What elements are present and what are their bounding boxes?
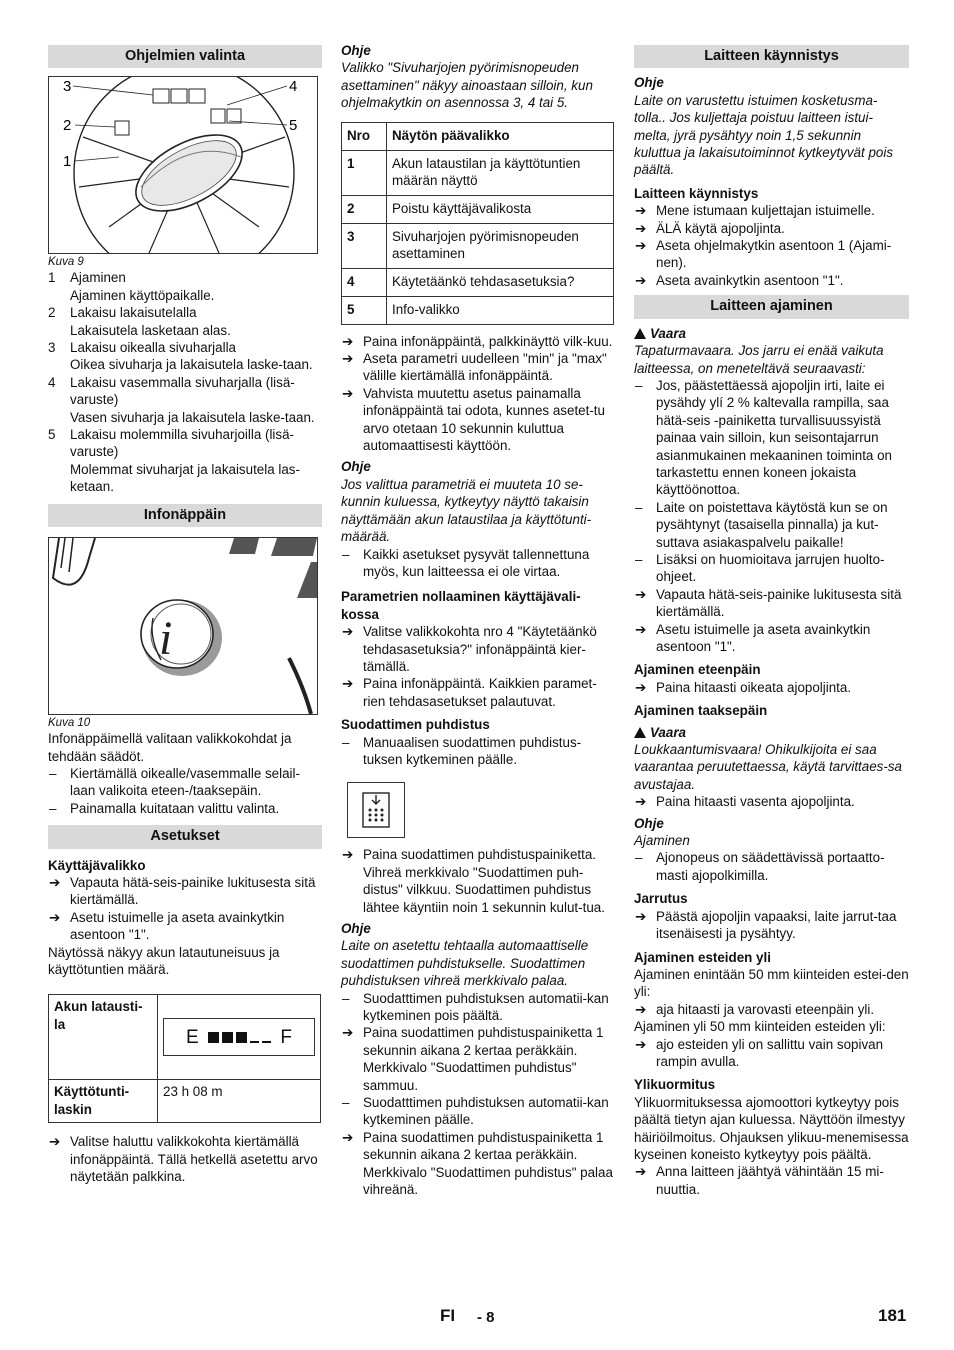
danger-title: Vaara: [634, 724, 909, 741]
hours-label: Käyttötunti-laskin: [49, 1080, 158, 1123]
program-list: [48, 269, 322, 495]
dash-icon: –: [342, 734, 350, 750]
arrow-right-icon: ➔: [635, 908, 647, 924]
dash-icon: –: [342, 990, 350, 1006]
table-row: 3 Sivuharjojen pyörimisnopeuden asettaminen: [342, 223, 614, 268]
note-title: Ohje: [634, 815, 664, 831]
arrow-right-icon: ➔: [342, 385, 354, 401]
arrow-right-icon: ➔: [635, 586, 647, 602]
note-title: Ohje: [634, 75, 664, 91]
table-header-row: [342, 122, 614, 150]
subheading-start: Laitteen käynnistys: [634, 185, 759, 201]
battery-bar: [208, 1032, 271, 1043]
heading-info-button: Infonäppäin: [48, 504, 322, 527]
step-item: ➔ Valitse valikkokohta nro 4 "Käytetäänkö tehdasasetuksia?" infonäppäintä kier-tämällä.: [342, 624, 597, 674]
note-text: Laite on asetettu tehtaalla automaattiselle suodattimen puhdistukselle. Suodattimen puhdistuksen vihreä merkkivalo palaa.: [341, 938, 589, 989]
main-menu-table: [341, 122, 614, 325]
figure-10-info-button: [48, 537, 318, 715]
note-title: Ohje: [341, 921, 371, 936]
list-item: – Manuaalisen suodattimen puhdistus-tuksen kytkeminen päälle.: [342, 734, 582, 767]
list-item: 3 Lakaisu oikealla sivuharjalla: [48, 340, 236, 356]
info-text: Infonäppäimellä valitaan valikkokohdat ja tehdään säädöt.: [48, 731, 292, 764]
footer-page-local: - 8: [477, 1309, 495, 1326]
page-number: 181: [878, 1306, 907, 1325]
figure-10-caption: Kuva 10: [48, 717, 91, 730]
list-item: – Suodatttimen puhdistuksen automatii-kan kytkeminen pois päältä.: [342, 990, 609, 1024]
step-item: ➔ Vapauta hätä-seis-painike lukitusesta sitä kiertämällä.: [49, 874, 316, 908]
list-item: – Ajonopeus on säädettävissä portaatto-masti ajopolkimilla.: [635, 850, 885, 883]
step-item: ➔ Paina hitaasti oikeata ajopoljinta.: [635, 679, 852, 695]
dial-label-1: 1: [63, 153, 72, 171]
heading-device-start: Laitteen käynnistys: [634, 45, 909, 68]
step-item: ➔ Paina hitaasti vasenta ajopoljinta.: [635, 794, 855, 810]
column-3: [634, 42, 909, 1198]
arrow-right-icon: ➔: [635, 1164, 647, 1180]
note-text: Valikko "Sivuharjojen pyörimisnopeuden asettaminen" näkyy ainoastaan silloin, kun ohjelmakytkin on asennossa 3, 4 tai 5.: [341, 60, 593, 111]
table-row: 5 Info-valikko: [342, 296, 614, 324]
arrow-right-icon: ➔: [635, 679, 647, 695]
table-header: Näytön päävalikko: [387, 122, 614, 150]
heading-settings: Asetukset: [48, 825, 322, 848]
note-text: Jos valittua parametriä ei muuteta 10 se-kunnin kuluessa, kytkeytyy näyttö takaisin näyttämään akun lataustilaa ja käyttötunti-määrää.: [341, 476, 592, 545]
arrow-right-icon: ➔: [635, 238, 647, 254]
list-item: – Kiertämällä oikealle/vasemmalle selail-laan valikoita eteen-/taaksepäin.: [49, 765, 300, 799]
arrow-right-icon: ➔: [342, 1025, 354, 1041]
hours-value: 23 h 08 m: [158, 1080, 321, 1123]
list-item-desc: Lakaisutela lasketaan alas.: [70, 322, 231, 338]
arrow-right-icon: ➔: [635, 203, 647, 219]
table-row: 4 Käytetäänkö tehdasasetuksia?: [342, 268, 614, 296]
step-item: ➔ Asetu istuimelle ja aseta avainkytkin asentoon "1".: [49, 909, 285, 943]
obstacle-text-1: Ajaminen enintään 50 mm kiinteiden estei-den yli:: [634, 966, 909, 1000]
arrow-right-icon: ➔: [635, 220, 647, 236]
dash-icon: –: [635, 377, 643, 393]
step-item: ➔ ajo esteiden yli on sallittu vain sopivan rampin avulla.: [635, 1036, 884, 1069]
subheading-reset: Parametrien nollaaminen käyttäjävali-kossa: [341, 589, 581, 622]
arrow-right-icon: ➔: [342, 847, 354, 863]
table-header: Nro: [342, 122, 387, 150]
subheading-overload: Ylikuormitus: [634, 1077, 716, 1093]
subheading-forward: Ajaminen eteenpäin: [634, 662, 761, 678]
subheading-reverse: Ajaminen taaksepäin: [634, 703, 768, 719]
list-item-desc: Molemmat sivuharjat ja lakaisutela las-ketaan.: [70, 461, 300, 495]
arrow-right-icon: ➔: [49, 874, 61, 890]
list-item: – Jos, päästettäessä ajopoljin irti, laite ei pysähdy ylí 2 % kaltevalla rampilla, saa hätä-seis -painiketta turvallisuussyistä painaa vain silloin, kun seisontajarrun asianmukainen mekaaninen toiminta on tarkastettu ennen koneen jokaista käyttöönottoa.: [635, 377, 892, 498]
step-item: ➔ aja hitaasti ja varovasti eteenpäin yli.: [635, 1001, 875, 1017]
overload-text: Ylikuormituksessa ajomoottori kytkeytyy pois päältä tietyn ajan kuluessa. Näyttöön ilmestyy häiriöilmoitus. Ohjauksen ylikuu-menemisessa kyseinen koneisto kytkeytyy pois päältä.: [634, 1094, 909, 1162]
table-row: 1 Akun lataustilan ja käyttötuntien määrän näyttö: [342, 150, 614, 195]
arrow-right-icon: ➔: [49, 909, 61, 925]
dash-icon: –: [49, 765, 57, 781]
arrow-right-icon: ➔: [342, 624, 354, 640]
heading-driving: Laitteen ajaminen: [634, 295, 909, 318]
list-item-desc: Ajaminen käyttöpaikalle.: [70, 287, 215, 303]
list-item: – Painamalla kuitataan valittu valinta.: [49, 800, 280, 816]
list-item: 4 Lakaisu vasemmalla sivuharjalla (lisä-varuste): [48, 374, 295, 408]
step-item: ➔ Paina infonäppäintä, palkkinäyttö vilk-kuu.: [342, 333, 613, 349]
list-item-desc: Vasen sivuharja ja lakaisutela laske-taan.: [70, 409, 315, 425]
arrow-right-icon: ➔: [635, 1036, 647, 1052]
arrow-right-icon: ➔: [342, 351, 354, 367]
dash-icon: –: [342, 1095, 350, 1111]
arrow-right-icon: ➔: [635, 794, 647, 810]
step-item: ➔ Vapauta hätä-seis-painike lukitusesta sitä kiertämällä.: [635, 586, 902, 620]
footer-lang: FI: [440, 1306, 456, 1325]
note-text: Ajaminen: [634, 833, 690, 849]
heading-program-selection: Ohjelmien valinta: [48, 45, 322, 68]
list-item: – Suodatttimen puhdistuksen automatii-kan kytkeminen päälle.: [342, 1095, 609, 1128]
subheading-brake: Jarrutus: [634, 891, 688, 907]
list-item: 1 Ajaminen: [48, 270, 126, 286]
step-item: ➔ Paina suodattimen puhdistuspainiketta 1 sekunnin aikana 2 kertaa peräkkäin. Merkkivalo "Suodattimen puhdistus" palaa vihreänä.: [342, 1129, 613, 1198]
arrow-right-icon: ➔: [342, 1129, 354, 1145]
battery-display: [158, 995, 321, 1080]
column-1: [48, 42, 322, 1186]
subheading-user-menu: Käyttäjävalikko: [48, 857, 146, 873]
battery-empty-label: E: [186, 1026, 199, 1048]
danger-text: Loukkaantumisvaara! Ohikulkijoita ei saa vaarantaa peruutettaessa, käytä tarvittaes-sa avustajaa.: [634, 742, 902, 792]
step-item: ➔ Aseta parametri uudelleen "min" ja "max" välille kiertämällä infonäppäintä.: [342, 351, 607, 384]
note-title: Ohje: [341, 459, 371, 475]
warning-triangle-icon: [634, 328, 646, 339]
obstacle-text-2: Ajaminen yli 50 mm kiinteiden esteiden yli:: [634, 1019, 886, 1035]
dash-icon: –: [635, 499, 643, 515]
display-text: Näytössä näkyy akun latautuneisuus ja käyttötuntien määrä.: [48, 944, 280, 977]
figure-9-program-dial: [48, 76, 318, 254]
dash-icon: –: [635, 850, 643, 866]
list-item: – Laite on poistettava käytöstä kun se on pysähtynyt (tasaisella pinnalla) ja kut-suttava asiakaspalvelu paikalle!: [635, 499, 888, 550]
warning-triangle-icon: [634, 727, 646, 738]
dial-label-4: 4: [289, 78, 298, 96]
dial-label-2: 2: [63, 117, 72, 135]
arrow-right-icon: ➔: [635, 1001, 647, 1017]
danger-text: Tapaturmavaara. Jos jarru ei enää vaikuta laitteessa, on meneteltävä seuraavasti:: [634, 343, 884, 376]
dash-icon: –: [635, 551, 643, 567]
arrow-right-icon: ➔: [635, 621, 647, 637]
arrow-right-icon: ➔: [342, 333, 354, 349]
subheading-obstacles: Ajaminen esteiden yli: [634, 949, 771, 965]
battery-label: Akun latausti-la: [49, 995, 158, 1080]
step-item: ➔ Paina suodattimen puhdistuspainiketta. Vihreä merkkivalo "Suodattimen puh-distus" vilkkuu. Suodattimen puhdistus lähtee käyntiin noin 1 sekunnin kulut-tua.: [342, 847, 605, 915]
list-item: – Kaikki asetukset pysyvät tallennettuna myös, kun laitteessa ei ole virtaa.: [342, 546, 590, 579]
step-item: ➔ Paina suodattimen puhdistuspainiketta 1 sekunnin aikana 2 kertaa peräkkäin. Merkkivalo "Suodattimen puhdistus" sammuu.: [342, 1025, 604, 1093]
list-item: 5 Lakaisu molemmilla sivuharjoilla (lisä-varuste): [48, 427, 294, 460]
step-item: ➔ Päästä ajopoljin vapaaksi, laite jarrut-taa itsenäisesti ja pysähtyy.: [635, 908, 897, 942]
display-table: [48, 994, 321, 1123]
dial-label-5: 5: [289, 117, 298, 135]
arrow-right-icon: ➔: [49, 1134, 61, 1150]
list-item: – Lisäksi on huomioitava jarrujen huolto-ohjeet.: [635, 551, 885, 585]
danger-title: Vaara: [634, 325, 909, 342]
arrow-right-icon: ➔: [342, 676, 354, 692]
step-item: ➔ ÄLÄ käytä ajopoljinta.: [635, 220, 785, 236]
list-item: 2 Lakaisu lakaisutelalla: [48, 305, 197, 321]
step-item: ➔ Mene istumaan kuljettajan istuimelle.: [635, 203, 875, 219]
info-glyph-icon: i: [159, 612, 173, 666]
note-text: Laite on varustettu istuimen kosketusma-tolla.. Jos kuljettaja poistuu laitteen istui-melta, jyrä pysähtyy noin 1,5 sekunnin kuluttua ja lakaisutoiminnot kytkeytyvät pois päältä.: [634, 92, 894, 178]
subheading-filter: Suodattimen puhdistus: [341, 717, 490, 733]
step-item: ➔ Anna laitteen jäähtyä vähintään 15 mi-nuuttia.: [635, 1164, 884, 1197]
step-item: ➔ Asetu istuimelle ja aseta avainkytkin asentoon "1".: [635, 621, 871, 654]
info-button-illustration: [49, 538, 317, 714]
arrow-right-icon: ➔: [635, 272, 647, 288]
step-item: ➔ Aseta ohjelmakytkin asentoon 1 (Ajami-nen).: [635, 238, 892, 271]
table-row: 2 Poistu käyttäjävalikosta: [342, 195, 614, 223]
column-2: [341, 42, 615, 1199]
dash-icon: –: [342, 546, 350, 562]
battery-full-label: F: [280, 1026, 292, 1048]
step-item: ➔ Valitse haluttu valikkokohta kiertämällä infonäppäintä. Tällä hetkellä asetettu arvo näytetään palkkina.: [49, 1134, 318, 1185]
figure-9-caption: Kuva 9: [48, 256, 84, 269]
step-item: ➔ Paina infonäppäintä. Kaikkien paramet-rien tehdasasetukset palautuvat.: [342, 676, 597, 709]
program-dial-illustration: [49, 77, 317, 253]
dial-label-3: 3: [63, 78, 72, 96]
list-item-desc: Oikea sivuharja ja lakaisutela laske-taan.: [70, 357, 313, 373]
note-title: Ohje: [341, 43, 371, 58]
step-item: ➔ Aseta avainkytkin asentoon "1".: [635, 272, 844, 288]
dash-icon: –: [49, 800, 57, 816]
step-item: ➔ Vahvista muutettu asetus painamalla infonäppäintä tai odota, kunnes asetet-tu arvo otetaan 10 sekunnin kuluttua automaattisesti käyttöön.: [342, 385, 605, 454]
filter-clean-icon: [347, 782, 405, 838]
